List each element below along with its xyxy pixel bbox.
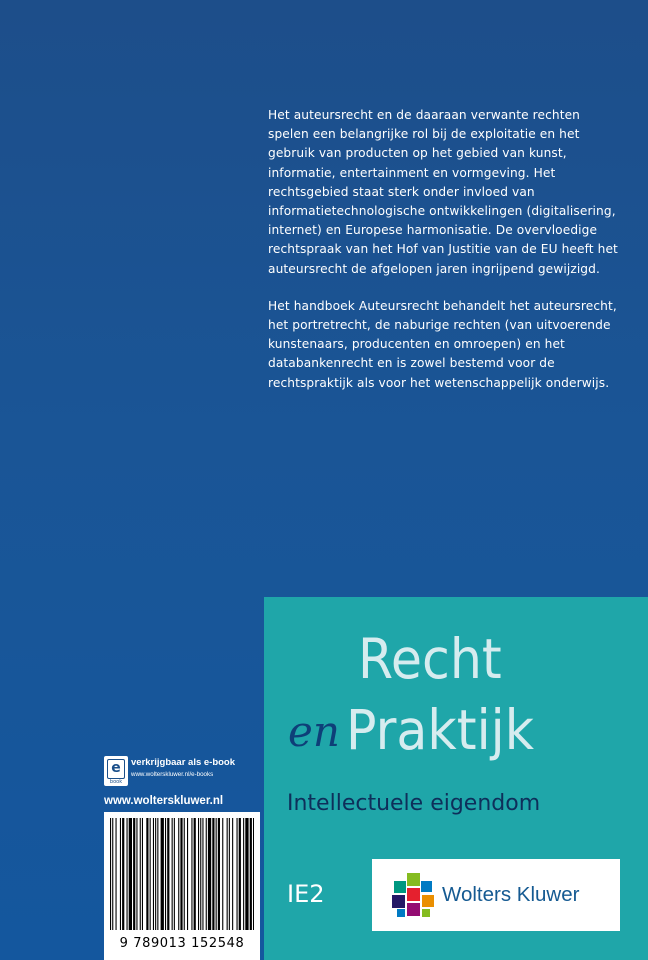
barcode-bar [239,818,241,930]
barcode-bar [165,818,166,930]
ebook-badge-small: book [109,779,123,785]
barcode-bar [191,818,192,930]
barcode-bar [180,818,182,930]
ebook-icon [104,756,128,786]
barcode-bar [250,818,252,930]
barcode-bar [200,818,201,930]
barcode-bar [232,818,233,930]
barcode-bar [187,818,188,930]
barcode-bar [243,818,244,930]
blurb-paragraph-2: Het handboek Auteursrecht behandelt het auteursrecht, het portretrecht, de naburige rechten (van uitvoerende kunstenaars, producenten en omroepen) en het databankenrecht en is zowel bestemd voor de rechtspraktijk als voor het wetenschappelijk onderwijs. [268,298,617,390]
barcode-bar [253,818,254,930]
publisher-logo [372,859,620,931]
publisher-name: Wolters Kluwer [442,883,580,906]
barcode-bar [227,818,228,930]
barcode-bar [112,818,113,930]
barcode-bar [218,818,220,930]
ebook-url: www.wolterskluwer.nl/e-books [131,771,214,778]
barcode-bar [150,818,151,930]
barcode-bar [178,818,179,930]
barcode-bar [184,818,185,930]
barcode-bar [208,818,211,930]
barcode-bar [216,818,217,930]
barcode-bar [153,818,154,930]
barcode-bar [136,818,137,930]
barcode-bar [229,818,230,930]
barcode-bar [212,818,214,930]
barcode-bar [202,818,203,930]
barcode-bar [110,818,111,930]
barcode-bar [140,818,141,930]
barcode-bar [120,818,121,930]
barcode-bar [122,818,124,930]
series-subtitle: Intellectuele eigendom [287,791,541,816]
barcode-bars [110,818,254,936]
publisher-website: www.wolterskluwer.nl [104,795,224,807]
barcode-bar [155,818,156,930]
barcode-bar [157,818,158,930]
barcode-bar [133,818,135,930]
barcode [104,812,260,960]
barcode-bar [167,818,169,930]
barcode-bar [237,818,238,930]
ebook-label: verkrijgbaar als e-book [131,757,236,768]
barcode-bar [142,818,143,930]
series-title-praktijk: Praktijk [346,698,534,762]
barcode-bar [127,818,128,930]
isbn-number: 9 789013 152548 [119,936,245,951]
blurb-paragraph-1: Het auteursrecht en de daaraan verwante rechten spelen een belangrijke rol bij de exploitatie en het gebruik van producten op het gebied van kunst, informatie, entertainment en vormgeving. Het rechtsgebied staat sterk onder invloed van informatietechnologische ontwikkelingen (digitalisering, internet) en Europese harmonisatie. De overvloedige rechtspraak van het Hof van Justitie van de EU heeft het auteursrecht de afgelopen jaren ingrijpend gewijzigd. [268,108,618,276]
barcode-bar [206,818,207,930]
series-title-en: en [288,707,340,756]
barcode-bar [245,818,248,930]
barcode-bar [194,818,196,930]
barcode-bar [146,818,148,930]
ebook-badge-letter: e [107,759,125,779]
back-cover-blurb [268,106,618,411]
barcode-bar [174,818,175,930]
series-title-recht: Recht [358,627,502,691]
barcode-bar [198,818,199,930]
wolters-kluwer-logo-icon [392,873,436,917]
barcode-bar [172,818,173,930]
barcode-bar [161,818,164,930]
barcode-bar [222,818,223,930]
barcode-bar [129,818,132,930]
barcode-bar [116,818,117,930]
series-code: IE2 [287,880,325,908]
